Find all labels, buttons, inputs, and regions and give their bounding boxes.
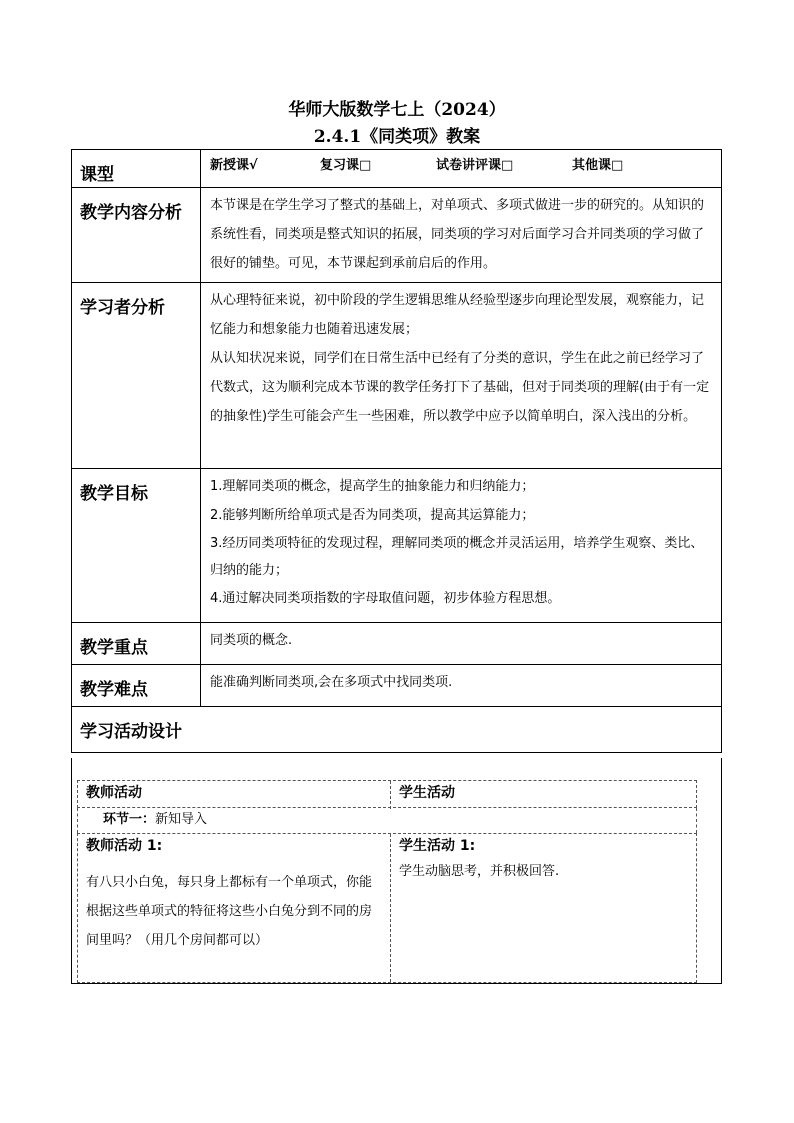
- student-activity-text: 学生动脑思考，并积极回答.: [399, 864, 560, 879]
- stage-row: [77, 808, 697, 833]
- stage-name: 新知导入: [155, 812, 208, 827]
- teacher-activity-text: 有八只小白兔，每只身上都标有一个单项式，你能根据这些单项式的特征将这些小白兔分到不同的房间里吗？（用几个房间都可以）: [86, 875, 373, 948]
- option-review-lesson: 复习课□: [320, 158, 372, 173]
- difficulty-text: 能准确判断同类项,会在多项式中找同类项.: [201, 665, 722, 707]
- student-activity-title: 学生活动 1:: [399, 838, 476, 854]
- label-lesson-type: 课型: [72, 150, 201, 188]
- goal-item: 3.经历同类项特征的发现过程，理解同类项的概念并灵活运用，培养学生观察、类比、归纳的能力；: [210, 536, 704, 578]
- learner-analysis-paragraph-1: 从心理特征来说，初中阶段的学生逻辑思维从经验型逐步向理论型发展，观察能力，记忆能力和想象能力也随着迅速发展；: [210, 293, 705, 337]
- label-teaching-goals: 教学目标: [72, 469, 201, 623]
- row-difficulty: [72, 665, 722, 707]
- document-title: 华师大版数学七上（2024）: [288, 100, 506, 120]
- section-activity-design: 学习活动设计: [72, 707, 722, 753]
- row-learner-analysis: [72, 283, 722, 469]
- lesson-plan-table: [71, 149, 722, 753]
- document-subtitle: 2.4.1《同类项》教案: [313, 127, 481, 147]
- student-activity-cell: [391, 834, 696, 982]
- goal-item: 1.理解同类项的概念，提高学生的抽象能力和归纳能力；: [210, 479, 535, 494]
- goal-item: 2.能够判断所给单项式是否为同类项，提高其运算能力；: [210, 508, 535, 523]
- stage-label: 环节一：: [103, 812, 156, 827]
- option-other-lesson: 其他课□: [572, 158, 624, 173]
- key-point-text: 同类项的概念.: [201, 623, 722, 665]
- goal-item: 4.通过解决同类项指数的字母取值问题，初步体验方程思想。: [210, 591, 561, 606]
- row-content-analysis: [72, 188, 722, 283]
- teaching-goals-list: [201, 469, 722, 623]
- content-analysis-text: 本节课是在学生学习了整式的基础上，对单项式、多项式做进一步的研究的。从知识的系统性看，同类项是整式知识的拓展，同类项的学习对后面学习合并同类项的学习做了很好的铺垫。可见，本节课起到承前启后的作用。: [201, 188, 722, 283]
- learner-analysis-content: [201, 283, 722, 469]
- row-teaching-goals: [72, 469, 722, 623]
- row-activity-design: [72, 707, 722, 753]
- learner-analysis-paragraph-2: 从认知状况来说，同学们在日常生活中已经有了分类的意识，学生在此之前已经学习了代数式，这为顺利完成本节课的教学任务打下了基础，但对于同类项的理解(由于有一定的抽象性)学生可能会产生一些困难，所以教学中应予以简单明白，深入浅出的分析。: [210, 351, 710, 424]
- label-content-analysis: 教学内容分析: [72, 188, 201, 283]
- teacher-activity-header: 教师活动: [78, 781, 391, 809]
- activity-body-row: [77, 833, 697, 983]
- teacher-activity-title: 教师活动 1:: [86, 838, 163, 854]
- label-difficulty: 教学难点: [72, 665, 201, 707]
- lesson-type-options: [201, 150, 722, 188]
- student-activity-header: 学生活动: [399, 785, 455, 801]
- label-key-point: 教学重点: [72, 623, 201, 665]
- option-new-lesson: 新授课√: [210, 158, 258, 173]
- teacher-activity-cell: [78, 834, 391, 982]
- row-key-point: [72, 623, 722, 665]
- activity-header-row: [77, 780, 697, 808]
- option-exam-review-lesson: 试卷讲评课□: [436, 158, 514, 173]
- row-lesson-type: [72, 150, 722, 188]
- label-learner-analysis: 学习者分析: [72, 283, 201, 469]
